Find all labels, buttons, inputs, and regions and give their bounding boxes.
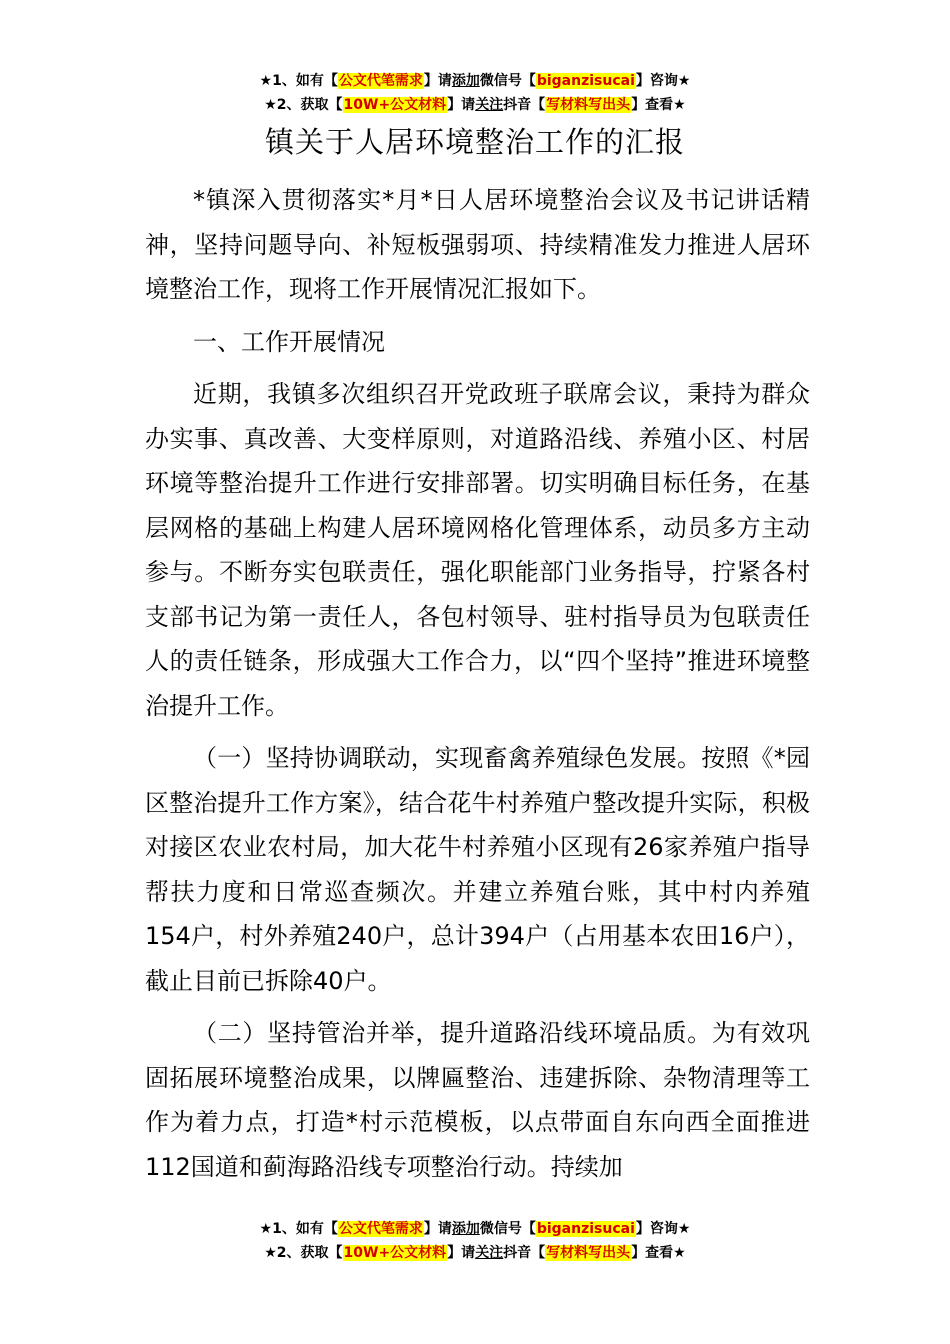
promo-underlined: 关注: [475, 1245, 504, 1261]
promo-underlined: 添加: [451, 73, 480, 89]
promo-line-2: [0, 1241, 950, 1265]
promo-text: 】请: [423, 1221, 452, 1237]
section-heading: 一、工作开展情况: [193, 327, 385, 356]
promo-text: 】咨询★: [635, 73, 691, 89]
promo-underlined: 关注: [475, 97, 504, 113]
document-title: 镇关于人居环境整治工作的汇报: [264, 125, 685, 159]
paragraph: （二）坚持管治并举，提升道路沿线环境品质。为有效巩固拓展环境整治成果，以牌匾整治、违建拆除、杂物清理等工作为着力点，打造*村示范模板，以点带面自东向西全面推进112国道和蓟海路沿线专项整治行动。持续加: [145, 1019, 810, 1181]
promo-text: 】查看★: [631, 97, 686, 113]
promo-text: 】请: [423, 73, 452, 89]
promo-text: 】查看★: [631, 1245, 686, 1261]
promo-text: 微信号【: [479, 1221, 536, 1237]
promo-text: 抖音【: [503, 97, 546, 113]
promo-text: ★1、如有【: [259, 73, 338, 89]
promo-line-1: [0, 1217, 950, 1241]
promo-text: ★2、获取【: [264, 1245, 343, 1261]
promo-text: ★1、如有【: [259, 1221, 338, 1237]
promo-highlight: 写材料写出头: [546, 1245, 631, 1261]
promo-text: 微信号【: [479, 73, 536, 89]
paragraph: （一）坚持协调联动，实现畜禽养殖绿色发展。按照《*园区整治提升工作方案》，结合花牛村养殖户整改提升实际，积极对接区农业农村局，加大花牛村养殖小区现有26家养殖户指导帮扶力度和日常巡查频次。并建立养殖台账，其中村内养殖154户，村外养殖240户，总计394户（占用基本农田16户），截止目前已拆除40户。: [145, 744, 810, 995]
promo-text: 】咨询★: [635, 1221, 691, 1237]
promo-banner-top: [0, 69, 950, 117]
promo-banner-bottom: [0, 1217, 950, 1265]
paragraph: 近期，我镇多次组织召开党政班子联席会议，秉持为群众办实事、真改善、大变样原则，对道路沿线、养殖小区、村居环境等整治提升工作进行安排部署。切实明确目标任务，在基层网格的基础上构建人居环境网格化管理体系，动员多方主动参与。不断夯实包联责任，强化职能部门业务指导，拧紧各村支部书记为第一责任人，各包村领导、驻村指导员为包联责任人的责任链条，形成强大工作合力，以“四个坚持”推进环境整治提升工作。: [145, 380, 810, 720]
promo-text: 】请: [447, 97, 476, 113]
promo-text: 抖音【: [503, 1245, 546, 1261]
paragraph-intro: *镇深入贯彻落实*月*日人居环境整治会议及书记讲话精神，坚持问题导向、补短板强弱项、持续精准发力推进人居环境整治工作，现将工作开展情况汇报如下。: [145, 186, 810, 303]
promo-underlined: 添加: [451, 1221, 480, 1237]
promo-text: ★2、获取【: [264, 97, 343, 113]
promo-highlight: 10W+公文材料: [343, 97, 447, 113]
promo-highlight: biganzisucai: [536, 1221, 635, 1237]
promo-highlight: 写材料写出头: [546, 97, 631, 113]
promo-text: 】请: [447, 1245, 476, 1261]
promo-highlight: 公文代笔需求: [338, 1221, 423, 1237]
promo-highlight: 10W+公文材料: [343, 1245, 447, 1261]
promo-line-2: [0, 93, 950, 117]
promo-highlight: 公文代笔需求: [338, 73, 423, 89]
document-body: [145, 178, 810, 1189]
promo-line-1: [0, 69, 950, 93]
promo-highlight: biganzisucai: [536, 73, 635, 89]
